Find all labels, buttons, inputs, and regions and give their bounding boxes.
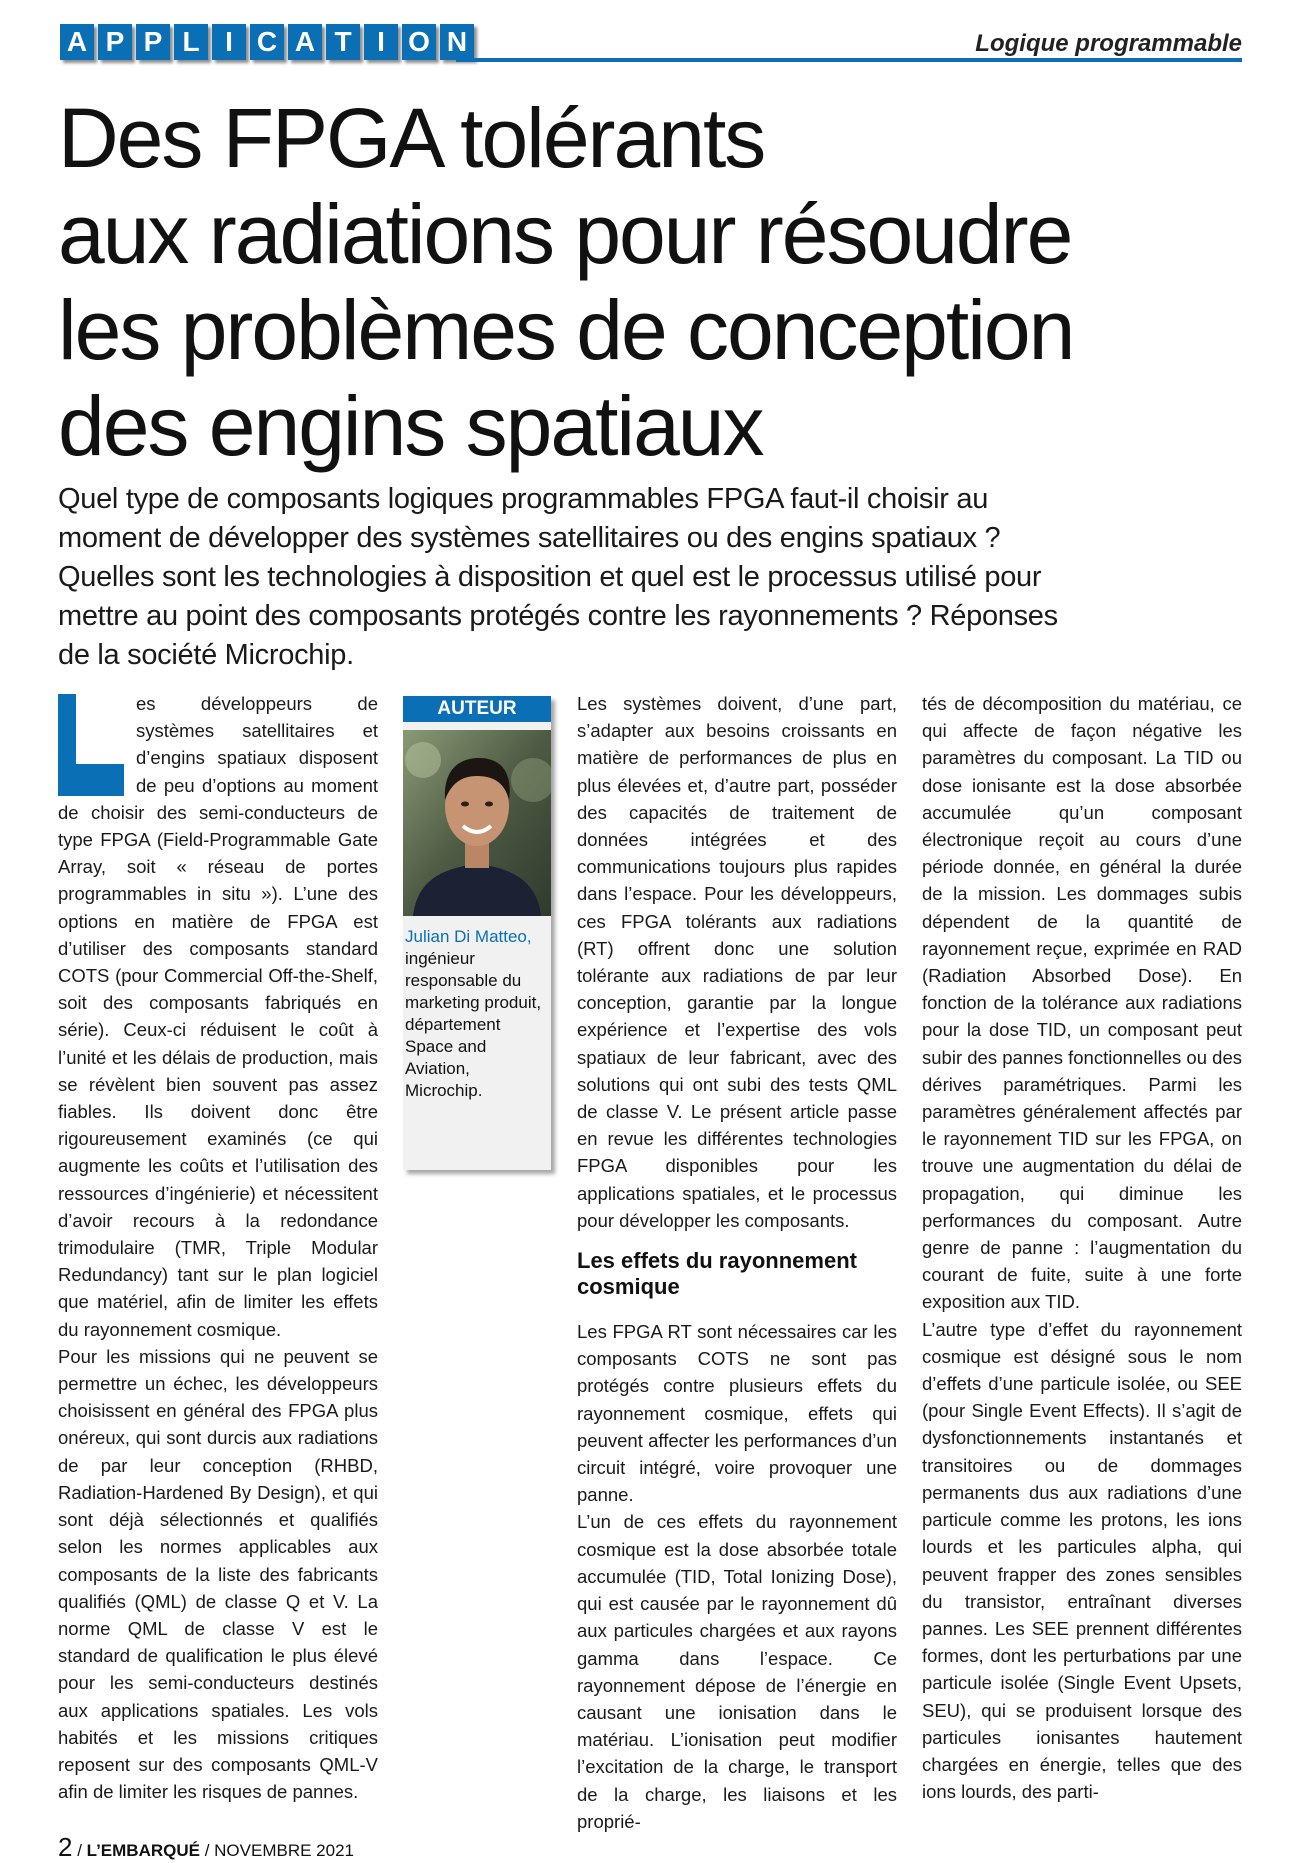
paragraph: es développeurs de systèmes satellitaires et d’engins spatiaux disposent de peu d’options au moment de choisir des semi-conducteurs de type FPGA (Field-Programmable Gate Array, soit « réseau de portes programmables in situ »). L’une des options en matière de FPGA est d’utiliser des composants standard COTS (pour Commercial Off-the-Shelf, soit des composants fabriqués en série). Ceux-ci réduisent le coût à l’unité et les délais de production, mais se révèlent bien souvent pas assez fiables. Ils doivent donc être rigoureusement examinés (ce qui augmente les coûts et l’utilisation des ressources d’ingénierie) et nécessitent d’avoir recours à la redondance trimodulaire (TMR, Triple Modular Redundancy) tant sur le plan logiciel que matériel, afin de limiter les effets du rayonnement cosmique.	[58, 693, 378, 1340]
page-footer	[58, 1832, 354, 1863]
rubric-letter: T	[326, 24, 360, 60]
headline-line: aux radiations pour résoudre	[58, 187, 1072, 281]
footer-separator: /	[72, 1841, 87, 1860]
article-standfirst: Quel type de composants logiques programmables FPGA faut-il choisir au moment de développer des systèmes satellitaires ou des engins spatiaux ? Quelles sont les technologies à disposition et quel est le processus utilisé pour mettre au point des composants protégés contre les rayonnements ? Réponses de la société Microchip.	[58, 483, 1058, 671]
headline-line: Des FPGA tolérants	[58, 91, 765, 185]
headline-line: les problèmes de conception	[58, 283, 1074, 377]
subheading: Les effets du rayonnement cosmique	[577, 1248, 857, 1300]
column-1	[58, 690, 378, 1805]
author-label: AUTEUR	[403, 696, 551, 722]
author-role: ingénieur responsable du marketing produit, département Space and Aviation, Microchip.	[405, 949, 542, 1100]
headline-line: des engins spatiaux	[58, 379, 763, 473]
rubric-letter: L	[174, 24, 208, 60]
paragraph: L’autre type d’effet du rayonnement cosmique est désigné sous le nom d’effets d’une particule isolée, ou SEE (pour Single Event Effects). Il s’agit de dysfonctionnements instantanés et transitoires ou de dommages permanents dus aux radiations d’une particule comme les protons, les ions lourds et les particules alpha, qui peuvent frapper des zones sensibles du transistor, entraînant diverses pannes. Les SEE prennent différentes formes, dont les perturbations par une particule isolée (Single Event Upsets, SEU), qui se produisent lorsque des particules ionisantes hautement chargées en énergie, telles que des ions lourds, des parti-	[922, 1318, 1242, 1803]
author-portrait-image	[403, 730, 551, 916]
header-rule	[456, 58, 1242, 62]
paragraph: Pour les missions qui ne peuvent se permettre un échec, les développeurs choisissent en général des FPGA plus onéreux, qui sont durcis aux radiations de par leur conception (RHBD, Radiation-Hardened By Design), et qui sont déjà sélectionnés et qualifiés selon les normes applicables aux composants de la liste des fabricants qualifiés (QML) de classe Q et V. La norme QML de classe V est le standard de qualification le plus élevé pour les semi-conducteurs destinés aux applications spatiales. Les vols habités et les missions critiques reposent sur des composants QML-V afin de limiter les risques de pannes.	[58, 1345, 378, 1803]
rubric-letter: A	[60, 24, 94, 60]
column-3	[922, 690, 1242, 1805]
author-box	[403, 696, 551, 1170]
author-photo	[403, 730, 551, 916]
article-headline	[58, 90, 1258, 474]
magazine-name: L’EMBARQUÉ	[86, 1841, 200, 1860]
footer-separator: /	[199, 1841, 215, 1860]
paragraph: Les systèmes doivent, d’une part, s’adapter aux besoins croissants en matière de performances de plus en plus élevées et, d’autre part, posséder des capacités de traitement de données intégrées et des communications toujours plus rapides dans l’espace. Pour les développeurs, ces FPGA tolérants aux radiations (RT) offrent donc une solution tolérante aux radiations de par leur conception, garantie par la longue expérience et l’expertise des vols spatiaux de leur fabricant, avec des solutions qui ont subi des tests QML de classe V. Le présent article passe en revue les différentes technologies FPGA disponibles pour les applications spatiales, et le processus pour développer les composants.	[577, 693, 897, 1231]
paragraph: Les FPGA RT sont nécessaires car les composants COTS ne sont pas protégés contre plusieurs effets du rayonnement cosmique, effets qui peuvent affecter les performances d’un circuit intégré, voire provoquer une panne.	[577, 1321, 897, 1506]
issue-date: NOVEMBRE 2021	[214, 1841, 354, 1860]
column-2	[577, 690, 897, 1835]
section-title: Logique programmable	[975, 30, 1242, 57]
paragraph: L’un de ces effets du rayonnement cosmique est la dose absorbée totale accumulée (TID, Total Ionizing Dose), qui est causée par le rayonnement dû aux particules chargées et aux rayons gamma dans l’espace. Ce rayonnement dépose de l’énergie en causant une ionisation dans le matériau. L’ionisation peut modifier l’excitation de la charge, le transport de la charge, les liaisons et les proprié-	[577, 1511, 897, 1832]
rubric-letter: A	[288, 24, 322, 60]
dropcap-l	[58, 694, 124, 796]
paragraph: tés de décomposition du matériau, ce qui affecte de façon négative les paramètres du composant. La TID ou dose ionisante est la dose absorbée accumulée qu’un composant électronique reçoit au cours d’une période donnée, en général la durée de la mission. Les dommages subis dépendent de la quantité de rayonnement reçue, exprimée en RAD (Radiation Absorbed Dose). En fonction de la tolérance aux radiations pour la dose TID, un composant peut subir des pannes fonctionnelles ou des dérives paramétriques. Parmi les paramètres généralement affectés par le rayonnement TID sur les FPGA, on trouve une augmentation du délai de propagation, qui diminue les performances du composant. Autre genre de panne : l’augmentation du courant de fuite, suite à une forte exposition aux TID.	[922, 693, 1242, 1313]
author-name: Julian Di Matteo,	[405, 927, 532, 946]
rubric-letter: I	[212, 24, 246, 60]
page-number: 2	[58, 1832, 73, 1862]
rubric-letter: N	[440, 24, 474, 60]
rubric-application	[60, 24, 474, 60]
rubric-letter: C	[250, 24, 284, 60]
rubric-letter: P	[136, 24, 170, 60]
rubric-letter: O	[402, 24, 436, 60]
rubric-letter: I	[364, 24, 398, 60]
rubric-letter: P	[98, 24, 132, 60]
